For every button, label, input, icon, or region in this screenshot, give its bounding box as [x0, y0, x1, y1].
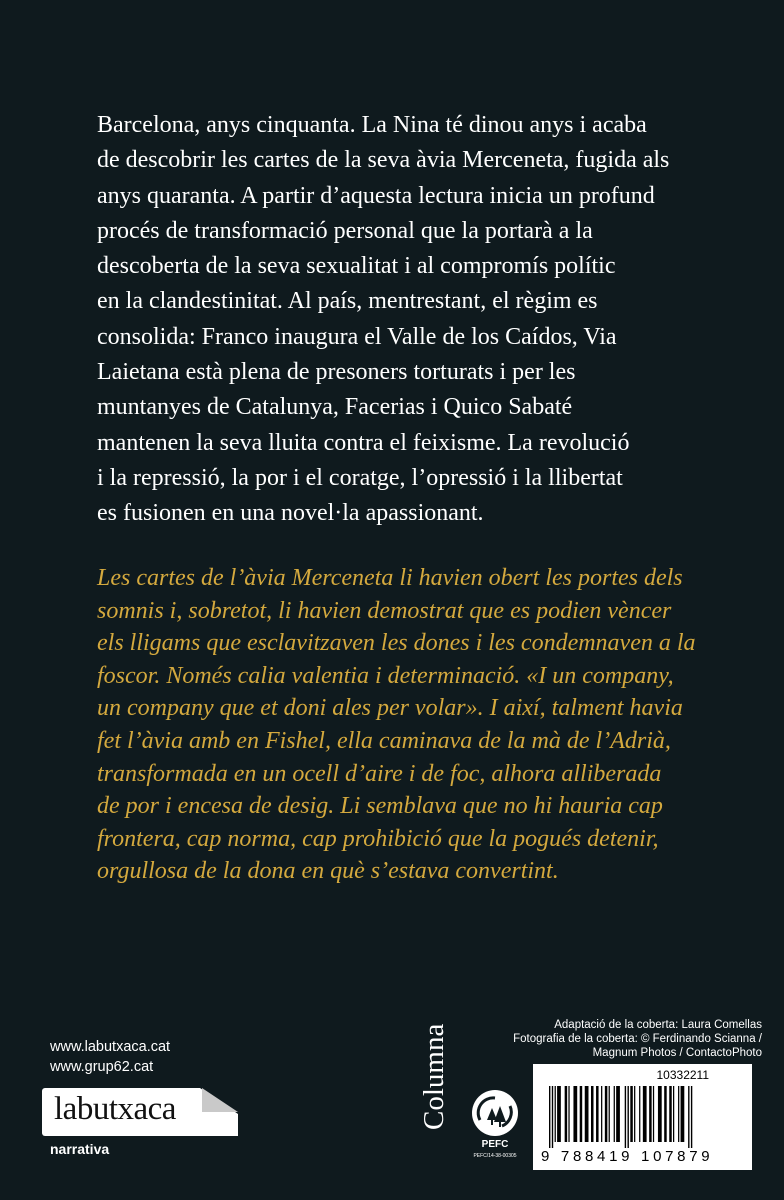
quote-line: de por i encesa de desig. Li semblava que no hi hauria cap	[97, 793, 663, 820]
synopsis-text	[97, 108, 737, 532]
barcode-bar	[681, 1086, 685, 1142]
credit-line: Adaptació de la coberta: Laura Comellas	[554, 1019, 762, 1031]
labutxaca-url[interactable]: www.labutxaca.cat	[50, 1039, 171, 1055]
barcode-bar	[557, 1086, 561, 1142]
barcode-bar	[664, 1086, 667, 1142]
synopsis-line: en la clandestinitat. Al país, mentrestant, el règim es	[97, 288, 598, 315]
quote-line: orgullosa de la dona en què s’estava convertint.	[97, 858, 559, 885]
barcode-bar	[630, 1086, 633, 1142]
barcode-bar	[585, 1086, 589, 1142]
quote-line: transformada en un ocell d’aire i de foc, alhora alliberada	[97, 760, 662, 787]
synopsis-line: procés de transformació personal que la portarà a la	[97, 217, 593, 244]
barcode-bar	[568, 1086, 569, 1142]
barcode-bar	[549, 1086, 550, 1148]
barcode-bar	[678, 1086, 679, 1142]
barcode-bar	[552, 1086, 553, 1148]
synopsis-line: Barcelona, anys cinquanta. La Nina té dinou anys i acaba	[97, 112, 647, 138]
barcode-bar	[628, 1086, 629, 1148]
synopsis-line: de descobrir les cartes de la seva àvia Merceneta, fugida als	[97, 147, 670, 174]
pefc-trees-icon	[472, 1090, 518, 1136]
barcode-bar	[591, 1086, 594, 1142]
excerpt-quote	[97, 562, 737, 888]
publisher-urls	[50, 1037, 170, 1077]
isbn-number: 9 788419 107879	[541, 1148, 714, 1165]
barcode-bar	[555, 1086, 556, 1142]
pefc-code: PEFC/14-38-00305	[473, 1153, 517, 1159]
barcode-bar	[580, 1086, 583, 1142]
barcode-bar	[688, 1086, 689, 1148]
barcode-bar	[565, 1086, 568, 1142]
pefc-certification	[469, 1090, 521, 1164]
quote-line: somnis i, sobretot, li havien demostrat que es podien vèncer	[97, 597, 672, 624]
grup62-url[interactable]: www.grup62.cat	[50, 1059, 154, 1075]
barcode-bar	[658, 1086, 662, 1142]
quote-line: Les cartes de l’àvia Merceneta li havien obert les portes dels	[97, 565, 683, 591]
barcode-bar	[673, 1086, 674, 1142]
synopsis-line: mantenen la seva lluita contra el feixisme. La revolució	[97, 429, 630, 456]
barcode-bar	[639, 1086, 640, 1142]
synopsis-line: descoberta de la seva sexualitat i al compromís polític	[97, 253, 616, 280]
publisher-name: Columna	[418, 1023, 450, 1130]
cover-credits	[513, 1018, 762, 1060]
genre-label: narrativa	[50, 1141, 110, 1157]
synopsis-line: consolida: Franco inaugura el Valle de los Caídos, Via	[97, 323, 617, 350]
barcode-box	[533, 1064, 752, 1170]
logo-fold	[202, 1088, 238, 1112]
barcode-bar	[669, 1086, 672, 1142]
barcode-bar	[609, 1086, 610, 1142]
barcode-bar	[625, 1086, 626, 1148]
barcode-bar	[596, 1086, 599, 1142]
barcode-bars	[545, 1086, 741, 1148]
quote-line: frontera, cap norma, cap prohibició que la pogués detenir,	[97, 825, 659, 852]
labutxaca-logo	[42, 1088, 238, 1136]
barcode-bar	[573, 1086, 577, 1142]
synopsis-line: i la repressió, la por i el coratge, l’opressió i la llibertat	[97, 464, 623, 491]
barcode-bar	[614, 1086, 615, 1142]
synopsis-line: es fusionen en una novel·la apassionant.	[97, 500, 484, 527]
quote-line: un company que et doni ales per volar». I així, talment havia	[97, 695, 683, 722]
quote-line: fet l’àvia amb en Fishel, ella caminava de la mà de l’Adrià,	[97, 727, 671, 754]
barcode-bar	[691, 1086, 692, 1148]
barcode-bar	[643, 1086, 647, 1142]
credit-line: Fotografia de la coberta: © Ferdinando Scianna /	[513, 1033, 762, 1045]
synopsis-line: anys quaranta. A partir d’aquesta lectura inicia un profund	[97, 182, 655, 209]
barcode-bar	[616, 1086, 620, 1142]
barcode-id: 10332211	[656, 1068, 709, 1082]
barcode-bar	[634, 1086, 635, 1142]
logo-text: labutxaca	[54, 1091, 176, 1127]
barcode-bar	[649, 1086, 652, 1142]
pefc-title: PEFC	[481, 1139, 509, 1150]
quote-line: els lligams que esclavitzaven les dones i les condemnaven a la	[97, 630, 696, 657]
barcode-bar	[605, 1086, 608, 1142]
quote-line: foscor. Només calia valentia i determinació. «I un company,	[97, 662, 674, 689]
barcode-bar	[601, 1086, 602, 1142]
synopsis-line: muntanyes de Catalunya, Facerias i Quico Sabaté	[97, 394, 573, 421]
barcode-bar	[653, 1086, 654, 1142]
pefc-badge	[472, 1090, 518, 1136]
credit-line: Magnum Photos / ContactoPhoto	[592, 1047, 762, 1059]
synopsis-line: Laietana està plena de presoners torturats i per les	[97, 359, 576, 386]
